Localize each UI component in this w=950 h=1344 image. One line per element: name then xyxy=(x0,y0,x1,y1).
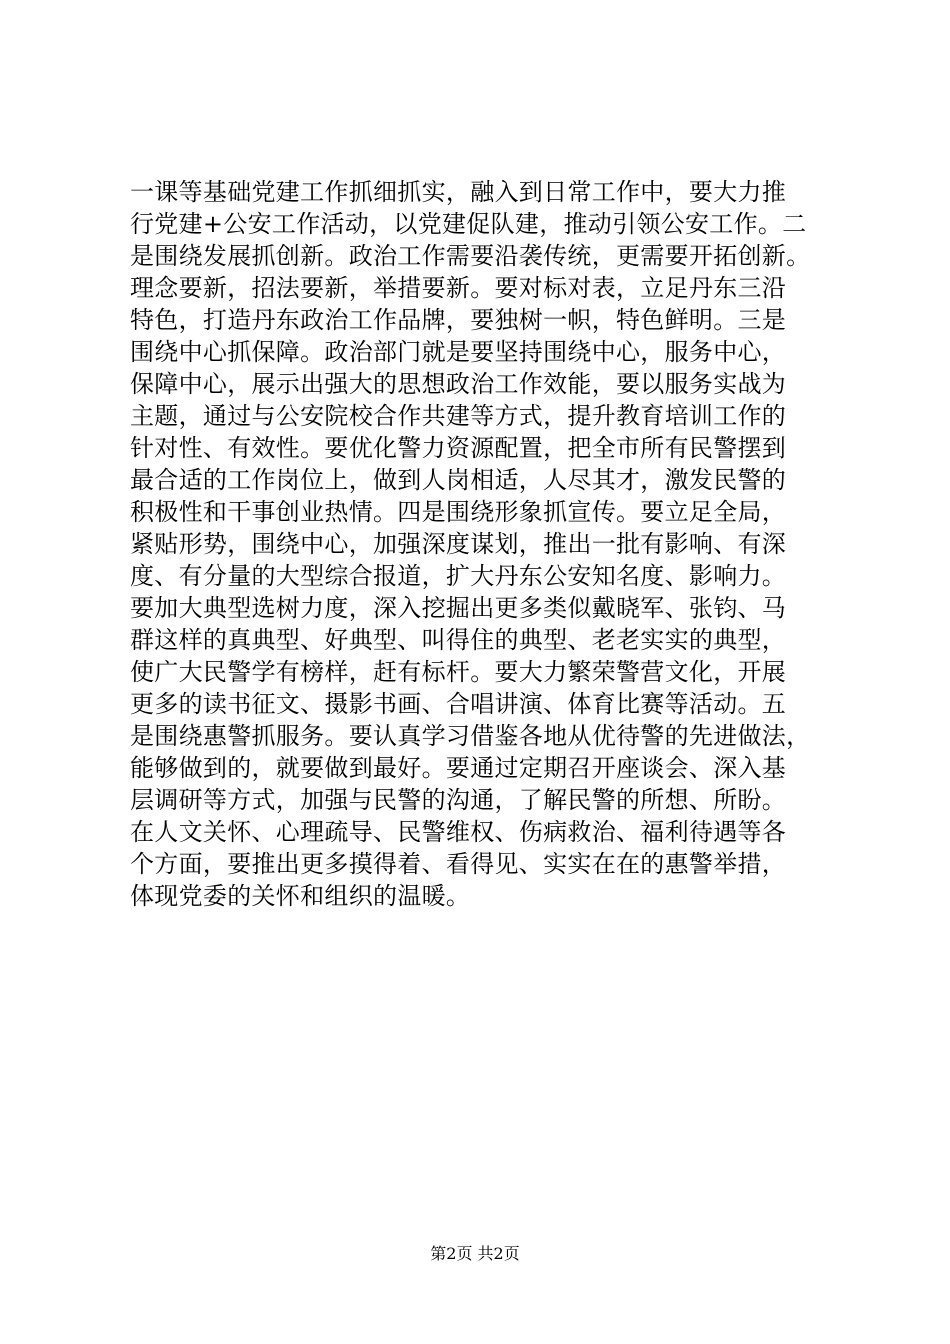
text-line: 围绕中心抓保障。政治部门就是要坚持围绕中心，服务中心， xyxy=(130,338,787,366)
text-line: 层调研等方式，加强与民警的沟通，了解民警的所想、所盼。 xyxy=(130,786,787,814)
text-line: 群这样的真典型、好典型、叫得住的典型、老老实实的典型， xyxy=(130,626,787,654)
text-line: 行党建+公安工作活动，以党建促队建，推动引领公安工作。二 xyxy=(130,210,807,238)
text-line: 针对性、有效性。要优化警力资源配置，把全市所有民警摆到 xyxy=(130,434,787,462)
text-line: 是围绕发展抓创新。政治工作需要沿袭传统，更需要开拓创新。 xyxy=(130,242,811,270)
text-line: 度、有分量的大型综合报道，扩大丹东公安知名度、影响力。 xyxy=(130,562,787,590)
text-line: 更多的读书征文、摄影书画、合唱讲演、体育比赛等活动。五 xyxy=(130,690,787,718)
text-line: 理念要新，招法要新，举措要新。要对标对表，立足丹东三沿 xyxy=(130,274,787,302)
text-line: 最合适的工作岗位上，做到人岗相适，人尽其才，激发民警的 xyxy=(130,466,787,494)
text-line: 使广大民警学有榜样，赶有标杆。要大力繁荣警营文化，开展 xyxy=(130,658,787,686)
text-line: 个方面，要推出更多摸得着、看得见、实实在在的惠警举措， xyxy=(130,850,787,878)
text-line: 能够做到的，就要做到最好。要通过定期召开座谈会、深入基 xyxy=(130,754,787,782)
page-footer: 第2页 共2页 xyxy=(430,1244,520,1263)
text-line: 主题，通过与公安院校合作共建等方式，提升教育培训工作的 xyxy=(130,402,787,430)
text-line: 紧贴形势，围绕中心，加强深度谋划，推出一批有影响、有深 xyxy=(130,530,787,558)
text-line: 特色，打造丹东政治工作品牌，要独树一帜，特色鲜明。三是 xyxy=(130,306,787,334)
text-line: 在人文关怀、心理疏导、民警维权、伤病救治、福利待遇等各 xyxy=(130,818,787,846)
text-line: 一课等基础党建工作抓细抓实，融入到日常工作中，要大力推 xyxy=(130,178,787,206)
text-line: 保障中心，展示出强大的思想政治工作效能，要以服务实战为 xyxy=(130,370,787,398)
text-line: 要加大典型选树力度，深入挖掘出更多类似戴晓军、张钧、马 xyxy=(130,594,787,622)
text-line: 积极性和干事创业热情。四是围绕形象抓宣传。要立足全局， xyxy=(130,498,787,526)
text-line: 是围绕惠警抓服务。要认真学习借鉴各地从优待警的先进做法， xyxy=(130,722,811,750)
body-paragraph xyxy=(130,176,850,912)
text-line: 体现党委的关怀和组织的温暖。 xyxy=(130,882,471,910)
